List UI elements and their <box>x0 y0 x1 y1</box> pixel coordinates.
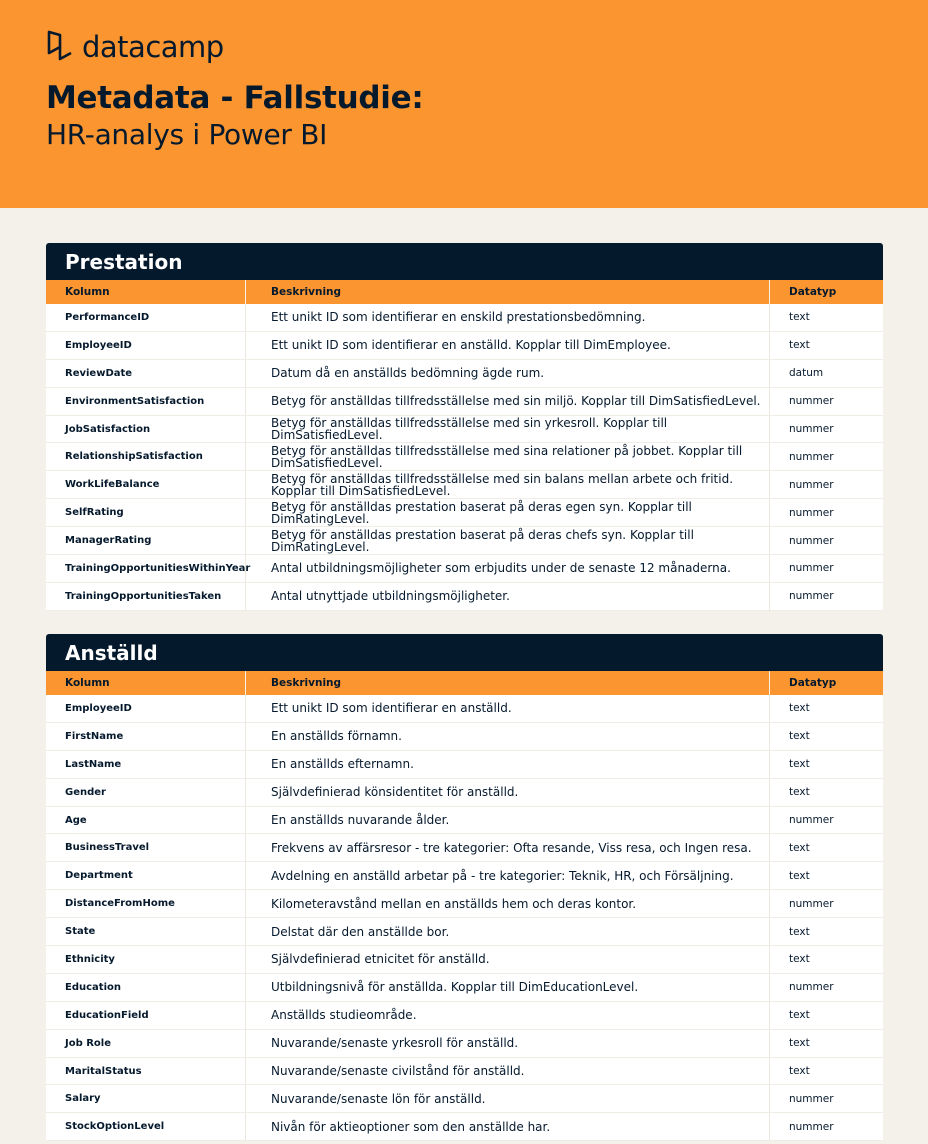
cell-kolumn: FirstName <box>46 723 246 750</box>
column-header-datatyp: Datatyp <box>789 677 837 689</box>
table-row <box>46 583 883 611</box>
cell-beskrivning: Utbildningsnivå för anställda. Kopplar till DimEducationLevel. <box>246 974 770 1001</box>
cell-datatyp: datum <box>789 367 824 380</box>
cell-kolumn: Gender <box>46 779 246 806</box>
column-header-datatyp: Datatyp <box>789 286 837 298</box>
cell-beskrivning: Nuvarande/senaste yrkesroll för anställd. <box>246 1030 770 1057</box>
cell-kolumn: ManagerRating <box>46 527 246 554</box>
cell-beskrivning: Ett unikt ID som identifierar en anställd. <box>246 695 770 722</box>
cell-datatyp: text <box>789 339 810 352</box>
table-row <box>46 779 883 807</box>
cell-beskrivning: Betyg för anställdas tillfredsställelse med sin yrkesroll. Kopplar till DimSatisfiedLevel. <box>246 416 770 443</box>
cell-kolumn: EmployeeID <box>46 695 246 722</box>
table-row <box>46 751 883 779</box>
table-header-row <box>46 671 883 695</box>
column-header-kolumn: Kolumn <box>46 280 246 304</box>
table-row <box>46 974 883 1002</box>
table-row <box>46 416 883 444</box>
table-row <box>46 388 883 416</box>
table-row <box>46 1030 883 1058</box>
cell-beskrivning: Betyg för anställdas prestation baserat på deras egen syn. Kopplar till DimRatingLevel. <box>246 499 770 526</box>
cell-beskrivning: Antal utbildningsmöjligheter som erbjudits under de senaste 12 månaderna. <box>246 555 770 582</box>
cell-kolumn: TrainingOpportunitiesWithinYear <box>46 555 246 582</box>
cell-datatyp: nummer <box>789 562 834 575</box>
cell-kolumn: RelationshipSatisfaction <box>46 443 246 470</box>
cell-beskrivning: En anställds förnamn. <box>246 723 770 750</box>
page-title: Metadata - Fallstudie: <box>46 80 424 116</box>
cell-kolumn: DistanceFromHome <box>46 890 246 917</box>
cell-beskrivning: Anställds studieområde. <box>246 1002 770 1029</box>
cell-datatyp: text <box>789 1009 810 1022</box>
cell-beskrivning: Betyg för anställdas tillfredsställelse med sin balans mellan arbete och fritid. Kopplar till DimSatisfiedLevel. <box>246 471 770 498</box>
brand-logo[interactable] <box>46 28 224 66</box>
section-title: Prestation <box>46 243 883 280</box>
cell-kolumn: Job Role <box>46 1030 246 1057</box>
cell-kolumn: JobSatisfaction <box>46 416 246 443</box>
cell-datatyp: nummer <box>789 534 834 547</box>
cell-kolumn: BusinessTravel <box>46 834 246 861</box>
table-row <box>46 807 883 835</box>
cell-kolumn: MaritalStatus <box>46 1058 246 1085</box>
table-row <box>46 471 883 499</box>
table-row <box>46 1113 883 1141</box>
cell-beskrivning: Nuvarande/senaste civilstånd för anställd. <box>246 1058 770 1085</box>
cell-beskrivning: Nuvarande/senaste lön för anställd. <box>246 1085 770 1112</box>
table-row <box>46 1002 883 1030</box>
table-row <box>46 304 883 332</box>
cell-datatyp: nummer <box>789 450 834 463</box>
header-banner <box>0 0 928 208</box>
cell-kolumn: LastName <box>46 751 246 778</box>
cell-beskrivning: Avdelning en anställd arbetar på - tre kategorier: Teknik, HR, och Försäljning. <box>246 862 770 889</box>
cell-datatyp: text <box>789 1037 810 1050</box>
table-row <box>46 834 883 862</box>
cell-datatyp: text <box>789 786 810 799</box>
datacamp-logo-icon <box>46 29 74 65</box>
column-header-beskrivning: Beskrivning <box>246 671 770 695</box>
table-row <box>46 695 883 723</box>
cell-datatyp: nummer <box>789 1120 834 1133</box>
cell-kolumn: Age <box>46 807 246 834</box>
cell-kolumn: EnvironmentSatisfaction <box>46 388 246 415</box>
cell-datatyp: text <box>789 841 810 854</box>
cell-beskrivning: Betyg för anställdas prestation baserat på deras chefs syn. Kopplar till DimRatingLevel. <box>246 527 770 554</box>
cell-kolumn: Salary <box>46 1085 246 1112</box>
cell-kolumn: State <box>46 918 246 945</box>
cell-beskrivning: En anställds nuvarande ålder. <box>246 807 770 834</box>
table-row <box>46 527 883 555</box>
cell-kolumn: ReviewDate <box>46 360 246 387</box>
cell-kolumn: SelfRating <box>46 499 246 526</box>
cell-beskrivning: En anställds efternamn. <box>246 751 770 778</box>
cell-datatyp: nummer <box>789 506 834 519</box>
table-row <box>46 360 883 388</box>
table-row <box>46 443 883 471</box>
table-row <box>46 918 883 946</box>
table-section <box>46 243 883 611</box>
table-row <box>46 499 883 527</box>
cell-datatyp: nummer <box>789 897 834 910</box>
cell-beskrivning: Antal utnyttjade utbildningsmöjligheter. <box>246 583 770 610</box>
cell-datatyp: text <box>789 1065 810 1078</box>
cell-kolumn: TrainingOpportunitiesTaken <box>46 583 246 610</box>
page-subtitle: HR-analys i Power BI <box>46 118 328 151</box>
section-title: Anställd <box>46 634 883 671</box>
table-row <box>46 723 883 751</box>
cell-beskrivning: Självdefinierad könsidentitet för anställd. <box>246 779 770 806</box>
cell-kolumn: Department <box>46 862 246 889</box>
table-row <box>46 1085 883 1113</box>
cell-datatyp: text <box>789 311 810 324</box>
table-row <box>46 946 883 974</box>
cell-datatyp: text <box>789 925 810 938</box>
cell-beskrivning: Betyg för anställdas tillfredsställelse med sina relationer på jobbet. Kopplar till DimSatisfiedLevel. <box>246 443 770 470</box>
cell-datatyp: text <box>789 730 810 743</box>
cell-beskrivning: Kilometeravstånd mellan en anställds hem och deras kontor. <box>246 890 770 917</box>
cell-beskrivning: Frekvens av affärsresor - tre kategorier: Ofta resande, Viss resa, och Ingen resa. <box>246 834 770 861</box>
cell-kolumn: EducationField <box>46 1002 246 1029</box>
cell-beskrivning: Betyg för anställdas tillfredsställelse med sin miljö. Kopplar till DimSatisfiedLevel. <box>246 388 770 415</box>
cell-beskrivning: Ett unikt ID som identifierar en anställd. Kopplar till DimEmployee. <box>246 332 770 359</box>
cell-datatyp: nummer <box>789 423 834 435</box>
table-header-row <box>46 280 883 304</box>
brand-name: datacamp <box>82 30 224 64</box>
cell-datatyp: nummer <box>789 814 834 826</box>
table-row <box>46 1058 883 1086</box>
cell-kolumn: EmployeeID <box>46 332 246 359</box>
table-row <box>46 890 883 918</box>
table-row <box>46 862 883 890</box>
cell-beskrivning: Självdefinierad etnicitet för anställd. <box>246 946 770 973</box>
table-row <box>46 555 883 583</box>
cell-beskrivning: Ett unikt ID som identifierar en enskild prestationsbedömning. <box>246 304 770 331</box>
column-header-kolumn: Kolumn <box>46 671 246 695</box>
cell-beskrivning: Nivån för aktieoptioner som den anställde har. <box>246 1113 770 1140</box>
cell-datatyp: nummer <box>789 478 834 491</box>
cell-beskrivning: Delstat där den anställde bor. <box>246 918 770 945</box>
cell-datatyp: nummer <box>789 395 834 408</box>
cell-beskrivning: Datum då en anställds bedömning ägde rum. <box>246 360 770 387</box>
column-header-beskrivning: Beskrivning <box>246 280 770 304</box>
cell-kolumn: WorkLifeBalance <box>46 471 246 498</box>
cell-kolumn: PerformanceID <box>46 304 246 331</box>
cell-datatyp: text <box>789 953 810 966</box>
cell-datatyp: nummer <box>789 981 834 994</box>
cell-datatyp: text <box>789 758 810 771</box>
cell-kolumn: Ethnicity <box>46 946 246 973</box>
cell-datatyp: text <box>789 869 810 882</box>
cell-datatyp: nummer <box>789 590 834 603</box>
cell-kolumn: Education <box>46 974 246 1001</box>
table-row <box>46 332 883 360</box>
table-section <box>46 634 883 1141</box>
cell-datatyp: text <box>789 702 810 715</box>
cell-datatyp: nummer <box>789 1092 834 1105</box>
cell-kolumn: StockOptionLevel <box>46 1113 246 1140</box>
